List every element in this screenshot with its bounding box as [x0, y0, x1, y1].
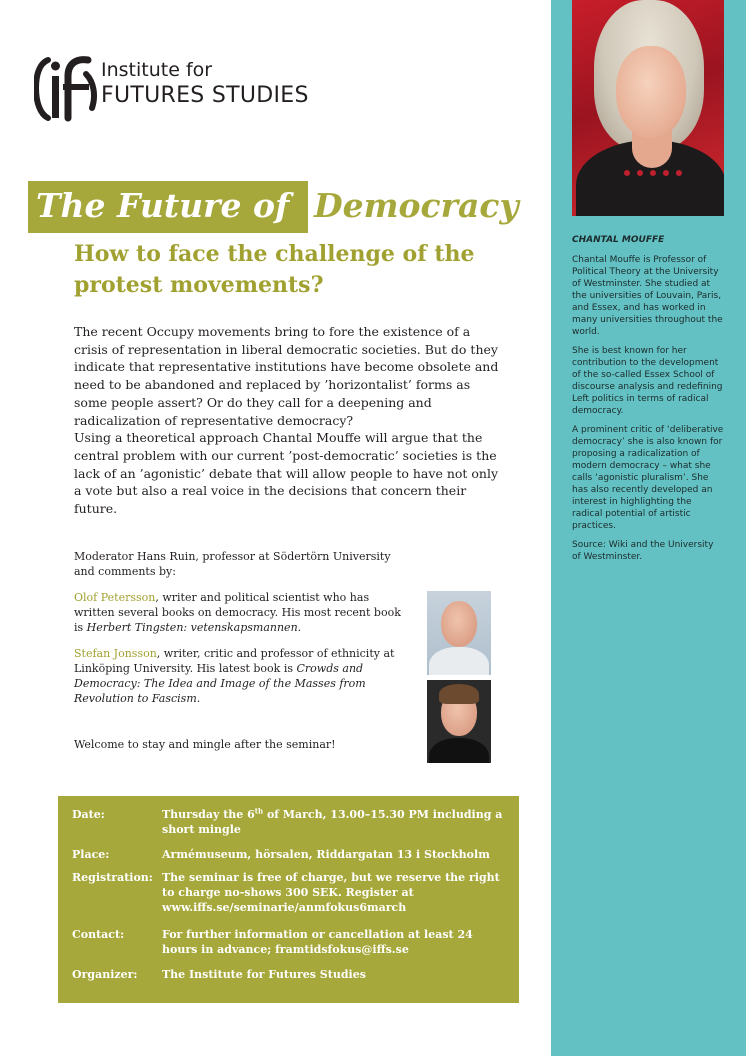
speaker-text: , writer, critic and professor of ethnicity at Linköping University. His latest book is [74, 647, 395, 675]
info-label: Date: [72, 808, 105, 821]
iffs-logo-icon [34, 52, 98, 122]
speaker-1 [74, 590, 404, 635]
logo-line-1: Institute for [101, 59, 213, 81]
bio-source: Source: Wiki and the University of Westminster. [572, 540, 714, 562]
speaker-name: Stefan Jonsson [74, 647, 157, 660]
info-value: For further information or cancellation at least 24 hours in advance; framtidsfokus@iffs.se [162, 928, 473, 956]
info-value: Armémuseum, hörsalen, Riddargatan 13 i Stockholm [162, 848, 490, 861]
speaker-name: Olof Petersson [74, 591, 156, 604]
subtitle: How to face the challenge of the protest movements? [74, 241, 475, 298]
bio-paragraph: A prominent critic of ‘deliberative democracy’ she is also known for proposing a radicalization of modern democracy – what she calls ‘agonistic pluralism’. She has also recently developed an interest in highlighting the radical potential of artistic practices. [572, 425, 724, 531]
event-info-box [58, 796, 519, 1003]
info-value: Thursday the 6th of March, 13.00–15.30 PM including a short mingle [162, 806, 503, 836]
info-label: Contact: [72, 928, 125, 941]
stefan-jonsson-photo [427, 680, 491, 763]
info-label: Organizer: [72, 968, 138, 981]
moderator-text: Moderator Hans Ruin, professor at Södertörn University and comments by: [74, 550, 391, 578]
olof-petersson-photo [427, 591, 491, 675]
title-part-1: The Future of [36, 186, 290, 225]
intro-paragraph: The recent Occupy movements bring to fore the existence of a crisis of representation in liberal democratic societies. But do they indicate that representative institutions have become obsolete and need to be abandoned and replaced by ’horizontalist’ forms as some people assert? Or do they call for a deepening and radicalization of representative democracy? [74, 324, 499, 428]
logo-wordmark [101, 58, 309, 110]
title-band [28, 181, 308, 233]
welcome-text: Welcome to stay and mingle after the seminar! [74, 738, 336, 751]
logo-line-2: FUTURES STUDIES [101, 83, 309, 108]
bio-paragraph: She is best known for her contribution to the development of the so-called Essex School of discourse analysis and redefining Left politics in terms of radical democracy. [572, 346, 723, 416]
info-label: Registration: [72, 871, 153, 884]
bio-paragraph: Chantal Mouffe is Professor of Political Theory at the University of Westminster. She studied at the universities of Louvain, Paris, and Essex, and has worked in many universities throughout the world. [572, 255, 723, 337]
info-label: Place: [72, 848, 110, 861]
chantal-mouffe-photo [572, 0, 724, 216]
info-value: The Institute for Futures Studies [162, 968, 366, 981]
intro-text [74, 323, 499, 518]
intro-paragraph: Using a theoretical approach Chantal Mouffe will argue that the central problem with our current ’post-democratic’ societies is the lack of an ’agonistic’ debate that will allow people to have not only a vote but also a real voice in the decisions that concern their future. [74, 430, 499, 517]
speaker-bio [572, 234, 724, 570]
speaker-book: Herbert Tingsten: vetenskapsmannen. [86, 621, 302, 634]
title-part-2: Democracy [314, 186, 519, 225]
info-value: The seminar is free of charge, but we reserve the right to charge no-shows 300 SEK. Register at www.iffs.se/seminarie/anmfokus6march [162, 871, 500, 914]
speaker-book: Crowds and Democracy: The Idea and Image of the Masses from Revolution to Fascism. [74, 662, 366, 705]
speaker-2 [74, 646, 404, 706]
speaker-text: , writer and political scientist who has written several books on democracy. His most recent book is [74, 591, 401, 634]
bio-name: CHANTAL MOUFFE [572, 235, 665, 245]
